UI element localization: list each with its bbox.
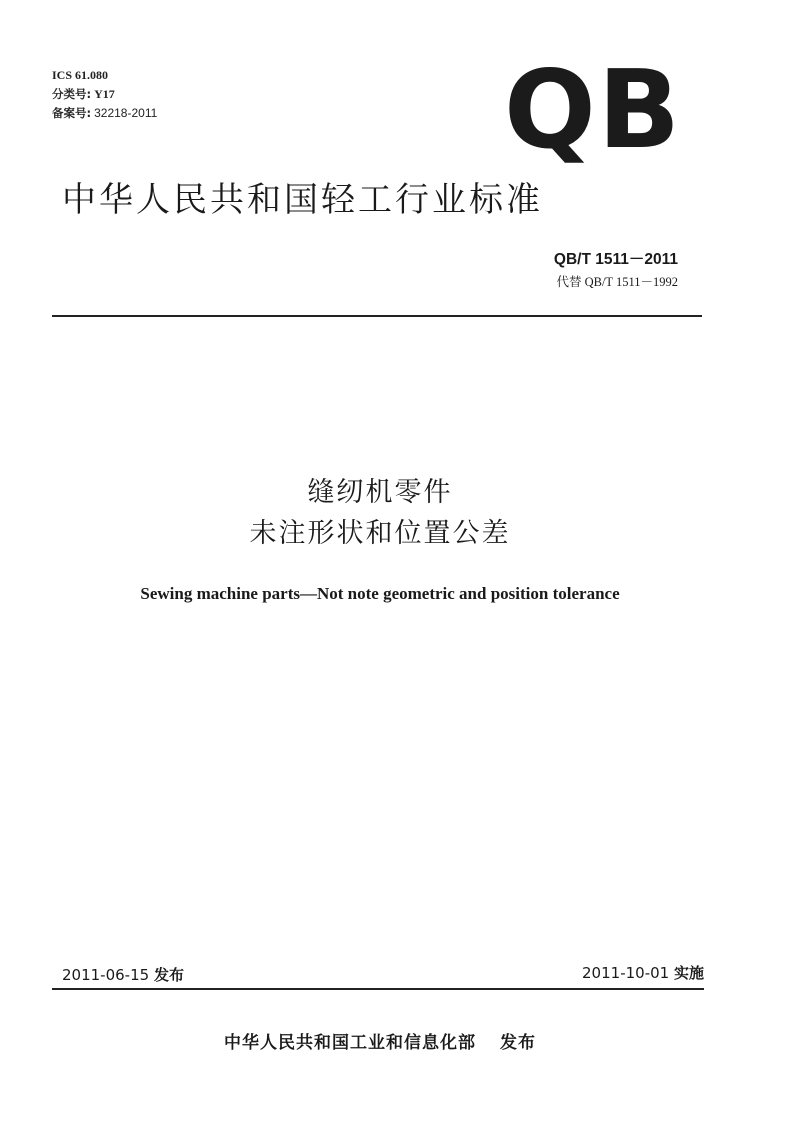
footer-divider: [52, 988, 704, 990]
document-title-line2: 未注形状和位置公差: [249, 518, 511, 549]
effective-date: [582, 962, 704, 983]
ics-code-text: ICS 61.080: [52, 68, 109, 82]
record-value: 32218-2011: [94, 106, 158, 120]
replaces-standard: 代替 QB/T 1511－1992: [556, 275, 678, 289]
qb-logo-text: QB: [504, 48, 683, 173]
qb-logo: [504, 48, 683, 173]
effective-date-label: 实施: [673, 964, 704, 982]
standard-number: QB/T 1511－2011: [553, 251, 678, 268]
industry-standard-title: 中华人民共和国轻工行业标准: [62, 180, 543, 220]
effective-date-value: 2011-10-01: [582, 964, 670, 982]
issue-date-label: 发布: [153, 966, 184, 984]
document-title-line1: 缝纫机零件: [307, 477, 453, 508]
classification-number: [52, 85, 157, 104]
issuer-action: 发布: [500, 1033, 536, 1053]
record-number: [52, 104, 157, 123]
document-metadata: [52, 66, 157, 123]
classification-label: 分类号:: [52, 87, 92, 101]
document-title-english: Sewing machine parts—Not note geometric and position tolerance: [140, 584, 620, 603]
issue-date: [62, 964, 184, 985]
record-label: 备案号:: [52, 106, 92, 120]
header-divider: [52, 315, 702, 317]
issuing-authority: [0, 1028, 760, 1053]
issuer-name: 中华人民共和国工业和信息化部: [224, 1033, 476, 1053]
ics-code: [52, 66, 157, 85]
issue-date-value: 2011-06-15: [62, 966, 150, 984]
classification-value: Y17: [94, 87, 115, 101]
